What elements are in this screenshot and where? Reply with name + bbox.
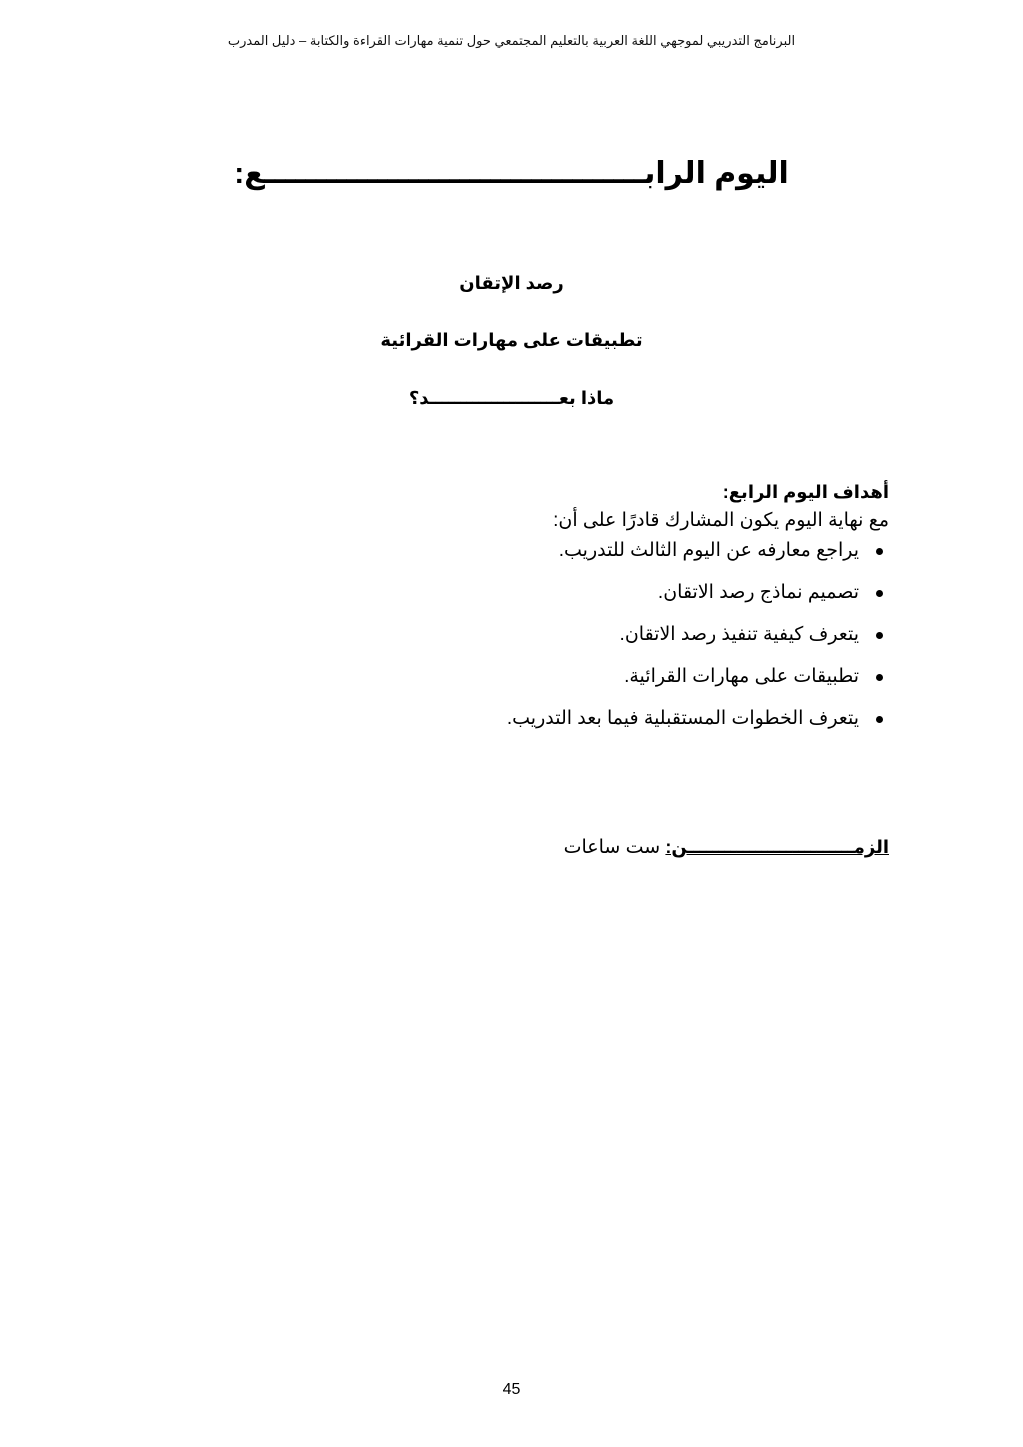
bullet-icon [876, 548, 883, 555]
duration-line [564, 833, 889, 862]
topic-what-next: ماذا بعـــــــــــــــــــــد؟ [408, 388, 615, 408]
bullet-icon [876, 716, 883, 723]
bullet-icon [876, 674, 883, 681]
list-item-text: تطبيقات على مهارات القرائية. [624, 666, 859, 687]
page-number: 45 [502, 1381, 521, 1398]
objectives-list [329, 537, 889, 733]
objectives-section [329, 480, 889, 733]
list-item [329, 705, 889, 733]
bullet-icon [876, 590, 883, 597]
list-item [329, 621, 889, 649]
list-item-text: يتعرف الخطوات المستقبلية فيما بعد التدريب. [506, 708, 859, 729]
duration-value: ست ساعات [563, 837, 666, 858]
list-item [329, 663, 889, 691]
running-header: البرنامج التدريبي لموجهي اللغة العربية بالتعليم المجتمعي حول تنمية مهارات القراءة والكتابة – دليل المدرب [227, 33, 796, 48]
duration-label: الزمـــــــــــــــــــــــــــن: [665, 837, 889, 857]
objectives-intro: مع نهاية اليوم يكون المشارك قادرًا على أن: [553, 510, 889, 531]
topic-mastery-monitoring: رصد الإتقان [459, 273, 564, 293]
topic-reading-applications: تطبيقات على مهارات القرائية [380, 330, 643, 350]
list-item-text: تصميم نماذج رصد الاتقان. [657, 582, 859, 603]
objectives-heading: أهداف اليوم الرابع: [722, 482, 889, 502]
bullet-icon [876, 632, 883, 639]
list-item-text: يتعرف كيفية تنفيذ رصد الاتقان. [619, 624, 859, 645]
list-item [329, 579, 889, 607]
day-title: اليوم الرابـــــــــــــــــــــــــــــــــــــع: [234, 157, 789, 190]
list-item [329, 537, 889, 565]
list-item-text: يراجع معارفه عن اليوم الثالث للتدريب. [558, 540, 859, 561]
